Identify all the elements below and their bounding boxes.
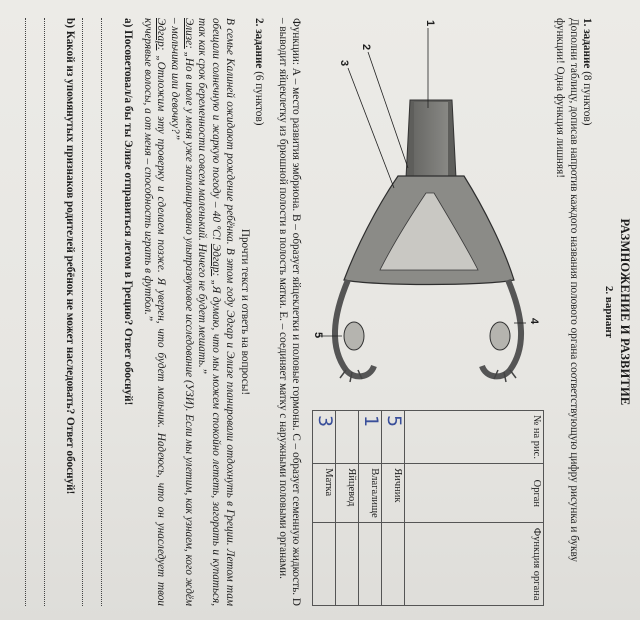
row-number-cell[interactable] xyxy=(336,410,359,463)
figure-label-2: 2 xyxy=(360,44,373,51)
row-function-cell[interactable] xyxy=(382,523,405,606)
vagina-ridges xyxy=(414,102,448,176)
story-part-1: В семье Калиней ожидают рождение ребёнка. В этом году Эдгар и Элизе планировали отдохнуть в Греции. Летом там обещали солнечную и жаркую погоду – 40 ºС! xyxy=(210,18,236,606)
col-header-organ: Орган xyxy=(405,464,544,523)
figure-label-4: 4 xyxy=(528,318,541,325)
row-function-cell[interactable] xyxy=(313,523,336,606)
reproductive-organs-figure xyxy=(312,18,544,410)
organ-table xyxy=(312,410,544,606)
answer-line-b[interactable] xyxy=(44,18,63,606)
figure-label-1: 1 xyxy=(424,20,437,27)
table-row xyxy=(336,410,359,605)
story-part-3: „Но в июле у меня уже запланировано ультразвуковое исследование (УЗИ). Если мы улетим, как узнаем, кого ждём – мальчика или девочку?” xyxy=(169,18,195,606)
answer-line-b-2[interactable] xyxy=(25,18,44,606)
row-function-cell[interactable] xyxy=(336,523,359,606)
task1-heading xyxy=(580,18,594,606)
speaker-edgar-2: Эдгар: xyxy=(155,18,168,51)
task1-points: (8 пунктов) xyxy=(581,71,594,126)
speaker-edgar: Эдгар: xyxy=(210,243,223,277)
organ-table-header xyxy=(405,410,544,605)
row-number-cell[interactable]: 1 xyxy=(359,410,382,463)
row-organ-cell: Яйцевод xyxy=(336,464,359,523)
answer-line-a-2[interactable] xyxy=(83,18,102,606)
ovary-upper xyxy=(490,322,510,350)
row-organ-cell: Матка xyxy=(313,464,336,523)
figure-label-5: 5 xyxy=(312,332,325,339)
task2-number: 2. задание xyxy=(253,18,266,69)
row-number-cell[interactable]: 3 xyxy=(313,410,336,463)
leader-2 xyxy=(368,52,408,168)
row-number-cell[interactable]: 5 xyxy=(382,410,405,463)
task1-content xyxy=(312,18,544,606)
story-part-2: „Я думаю, что мы можем спокойно лететь, загорать и купаться, так как срок беременности совсем маленький. Ничего не будет мешать.” xyxy=(196,18,223,607)
task1-instruction: Дополни таблицу, дописав напротив каждого названия полового органа соответствующую цифру рисунка и букву функции! Одна функция лишняя! xyxy=(554,18,580,562)
task2-instruction: Прочти текст и ответь на вопросы! xyxy=(239,228,252,396)
figure-label-3: 3 xyxy=(338,60,351,67)
story-text xyxy=(140,18,236,606)
uterus-diagram xyxy=(312,18,544,418)
leader-3 xyxy=(348,68,394,188)
answer-line-a[interactable] xyxy=(102,18,121,606)
row-function-cell[interactable] xyxy=(359,523,382,606)
question-a: а) Посоветовал/а бы ты Элизе отправиться летом в Грецию? Ответ обоснуй! xyxy=(122,18,135,406)
row-organ-cell: Яичник xyxy=(382,464,405,523)
variant-label: 2. вариант xyxy=(602,285,615,339)
task1-number: 1. задание xyxy=(581,18,594,69)
task2-points: (6 пунктов) xyxy=(253,71,266,126)
question-b: b) Какой из упомянутых признаков родителей ребёнок не может наследовать? Ответ обоснуй! xyxy=(64,18,77,495)
col-header-function: Функция органа xyxy=(405,523,544,606)
functions-list: Функции: А – место развития эмбриона. В – образует яйцеклетки и половые гормоны. С – образует семенную жидкость. D – выводит яйцеклетку из брюшной полости в полость матки. Е. – соединяет матку с наружными половыми органами. xyxy=(276,18,303,606)
table-row xyxy=(382,410,405,605)
task2-heading xyxy=(251,18,265,606)
table-row xyxy=(359,410,382,605)
story-part-4: „Отложим эту проверку и сделаем позже. Я уверен, что будет мальчик. Надеюсь, что он унаследует твои кучерявые волосы, а от меня – способность играть в футбол.” xyxy=(141,18,168,606)
col-header-number: № на рис. xyxy=(405,410,544,463)
row-organ-cell: Влагалище xyxy=(359,464,382,523)
ovary-lower xyxy=(344,322,364,350)
page-title: РАЗМНОЖЕНИЕ И РАЗВИТИЕ xyxy=(618,218,632,406)
table-row xyxy=(313,410,336,605)
speaker-elize: Элизе: xyxy=(182,18,195,49)
